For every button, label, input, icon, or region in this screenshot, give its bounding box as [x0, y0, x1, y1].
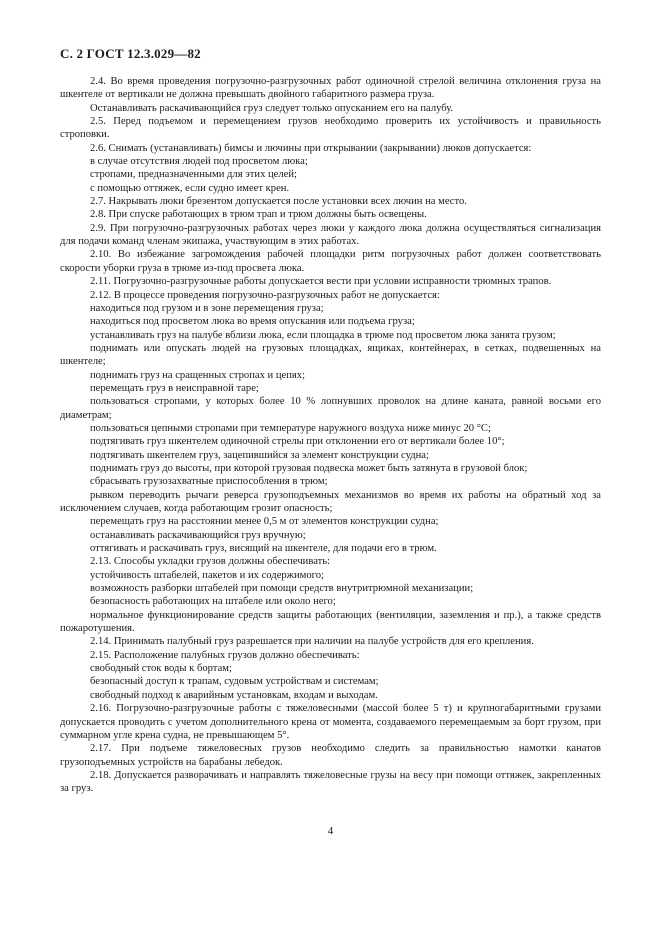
list-item: сбрасывать грузозахватные приспособления в трюм; — [90, 476, 328, 488]
paragraph: 2.17. При подъеме тяжеловесных грузов необходимо следить за правильностью намотки канатов грузоподъемных устройств на барабаны лебедок. — [60, 743, 601, 768]
list-item: устанавливать груз на палубе вблизи люка, если площадка в трюме под просветом люка занята грузом; — [90, 329, 556, 341]
paragraph: 2.4. Во время проведения погрузочно-разгрузочных работ одиночной стрелой величина отклонения груза на шкентеле от вертикали не должна превышать двойного габаритного размера груза. — [60, 76, 601, 101]
paragraph: 2.5. Перед подъемом и перемещением грузов необходимо проверить их устойчивость и правильность строповки. — [60, 116, 601, 141]
list-item: перемещать груз в неисправной таре; — [90, 382, 259, 394]
list-item: свободный сток воды к бортам; — [90, 663, 232, 675]
list-item: нормальное функционирование средств защиты работающих (вентиляции, заземления и пр.), а также средств пожаротушения. — [60, 609, 601, 635]
list-item: с помощью оттяжек, если судно имеет крен. — [90, 182, 290, 194]
list-item: подтягивать груз шкентелем одиночной стрелы при отклонении его от вертикали более 10°; — [90, 436, 505, 448]
list-item: поднимать груз до высоты, при которой грузовая подвеска может быть затянута в грузовой блок; — [90, 462, 528, 474]
list-item: подтягивать шкентелем груз, зацепившийся за элемент конструкции судна; — [90, 449, 429, 461]
list-item: рывком переводить рычаги реверса грузоподъемных механизмов во время их работы на обратный ход за исключением случаев, когда работающим грозит опасность; — [60, 489, 601, 514]
list-item: свободный подход к аварийным установкам, входам и выходам. — [90, 689, 378, 701]
paragraph: 2.15. Расположение палубных грузов должно обеспечивать: — [90, 649, 360, 661]
paragraph: 2.11. Погрузочно-разгрузочные работы допускается вести при условии исправности трюмных трапов. — [90, 276, 552, 288]
paragraph: 2.6. Снимать (устанавливать) бимсы и лючины при открывании (закрывании) люков допускается: — [90, 142, 532, 154]
paragraph: 2.9. При погрузочно-разгрузочных работах через люки у каждого люка должна осуществляться сигнализация для подачи команд членам экипажа, участвующим в этих работах. — [60, 222, 601, 248]
paragraph: 2.10. Во избежание загромождения рабочей площадки ритм погрузочных работ должен соответствовать скорости уборки груза в трюме из-под просвета люка. — [60, 249, 601, 274]
list-item: перемещать груз на расстоянии менее 0,5 м от элементов конструкции судна; — [90, 516, 439, 528]
paragraph: 2.7. Накрывать люки брезентом допускается после установки всех лючин на место. — [90, 196, 467, 208]
page-header: С. 2 ГОСТ 12.3.029—82 — [60, 46, 201, 61]
list-item: поднимать груз на сращенных стропах и цепях; — [90, 369, 306, 381]
paragraph: Останавливать раскачивающийся груз следует только опусканием его на палубу. — [90, 102, 454, 114]
paragraph: 2.18. Допускается разворачивать и направлять тяжеловесные грузы на весу при помощи оттяжек, закрепленных за груз. — [60, 769, 601, 795]
paragraph: 2.8. При спуске работающих в трюм трап и трюм должны быть освещены. — [90, 209, 427, 221]
list-item: находиться под просветом люка во время опускания или подъема груза; — [90, 316, 415, 328]
list-item: пользоваться цепными стропами при температуре наружного воздуха ниже минус 20 °С; — [90, 422, 491, 434]
list-item: безопасный доступ к трапам, судовым устройствам и системам; — [90, 676, 379, 688]
paragraph: 2.12. В процессе проведения погрузочно-разгрузочных работ не допускается: — [90, 289, 440, 301]
list-item: безопасность работающих на штабеле или около него; — [90, 596, 336, 608]
document-body — [60, 75, 601, 796]
list-item: в случае отсутствия людей под просветом люка; — [90, 156, 308, 168]
paragraph: 2.13. Способы укладки грузов должны обеспечивать: — [90, 556, 331, 568]
list-item: останавливать раскачивающийся груз вручную; — [90, 529, 306, 541]
list-item: стропами, предназначенными для этих целей; — [90, 169, 297, 181]
list-item: пользоваться стропами, у которых более 10 % лопнувших проволок на длине каната, равной восьми его диаметрам; — [60, 396, 601, 421]
paragraph: 2.14. Принимать палубный груз разрешается при наличии на палубе устройств для его крепления. — [90, 636, 534, 648]
page-number: 4 — [327, 825, 334, 837]
list-item: находиться под грузом и в зоне перемещения груза; — [90, 302, 324, 314]
list-item: поднимать или опускать людей на грузовых площадках, ящиках, контейнерах, в сетках, подвешенных на шкентеле; — [60, 342, 601, 368]
list-item: оттягивать и раскачивать груз, висящий на шкентеле, для подачи его в трюм. — [90, 543, 437, 555]
list-item: возможность разборки штабелей при помощи средств внутритрюмной механизации; — [90, 583, 474, 595]
paragraph: 2.16. Погрузочно-разгрузочные работы с тяжеловесными (массой более 5 т) и крупногабаритными грузами допускается проводить с учетом дополнительного крена от момента, создаваемого перемещаемым за борт грузом, при суммарном угле крена судна, не превышающем 5°. — [60, 703, 601, 741]
list-item: устойчивость штабелей, пакетов и их содержимого; — [90, 569, 324, 581]
